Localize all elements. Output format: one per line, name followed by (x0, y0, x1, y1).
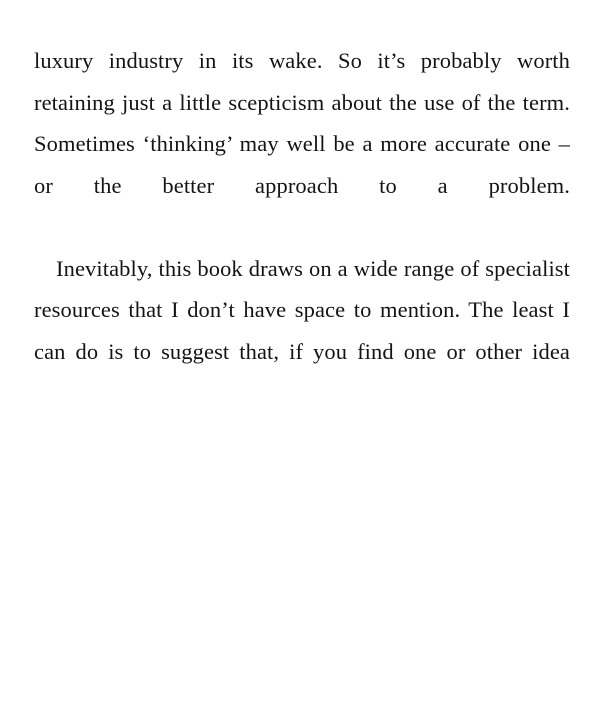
paragraph-2: Inevitably, this book draws on a wide range of specialist resources that I don’t have space to mention. The least I can do is to suggest that, if you find one or other idea (34, 255, 570, 364)
paragraph-1: luxury industry in its wake. So it’s probably worth retaining just a little scepticism about the use of the term. Sometimes ‘thinking’ may well be a more accurate one – or the better approach to a problem. (34, 48, 570, 198)
page-text-block (34, 40, 570, 414)
